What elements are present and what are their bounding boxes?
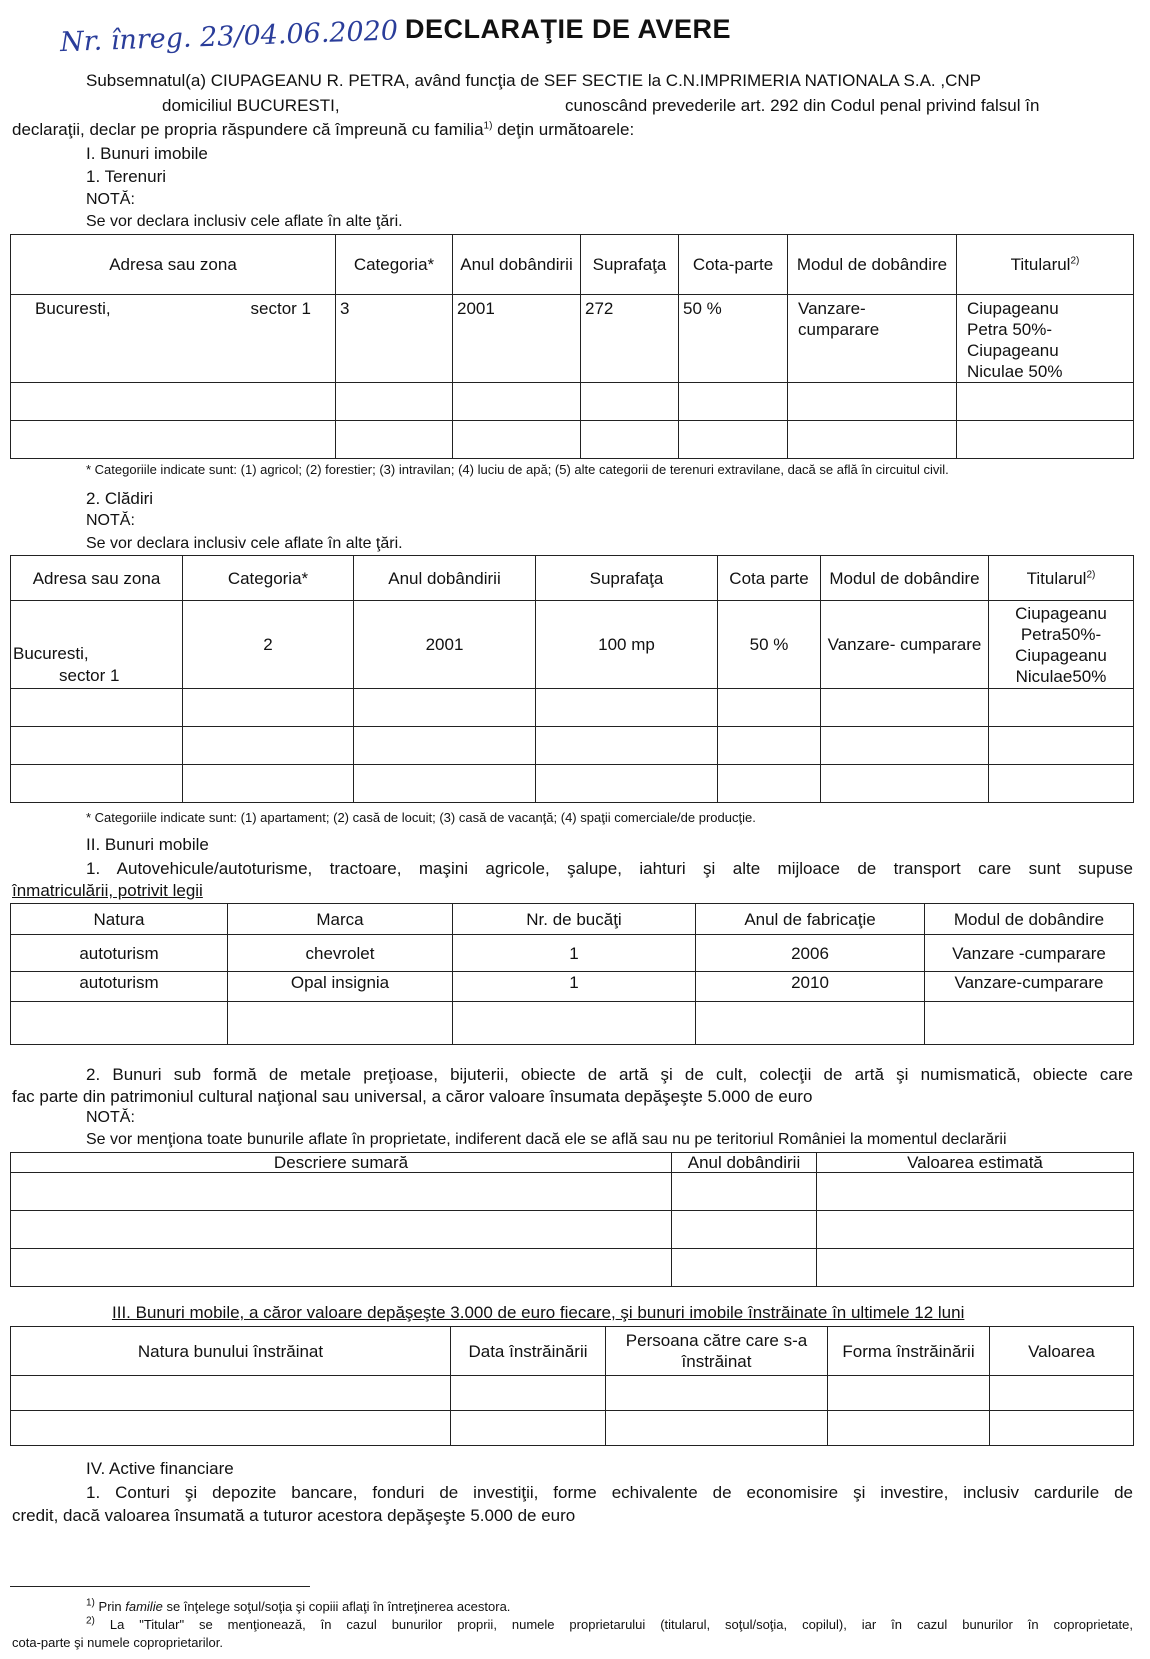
table-row: [11, 935, 1134, 972]
table-row: [11, 1249, 1134, 1287]
section-2-heading: II. Bunuri mobile: [86, 835, 209, 854]
col-categoria: Categoria*: [183, 556, 354, 601]
cell-nr: 1: [453, 972, 696, 1002]
section-3-heading: III. Bunuri mobile, a căror valoare depăşeşte 3.000 de euro fiecare, şi bunuri imobile înstrăinate în ultimele 12 luni: [112, 1303, 965, 1322]
cladiri-header-row: [11, 556, 1134, 601]
col-titular: Titularul$^{2)}$: [957, 235, 1134, 295]
valuables-heading-line-2: fac parte din patrimoniul cultural naţional sau universal, a căror valoare însumata depăşeşte 5.000 de euro: [12, 1087, 813, 1106]
col-modul: Modul de dobândire: [821, 556, 989, 601]
accounts-heading-line-2: credit, dacă valoarea însumată a tuturor acestora depăşeşte 5.000 de euro: [12, 1506, 576, 1525]
cladiri-table: [10, 555, 1134, 803]
col-modul: Modul de dobândire: [788, 235, 957, 295]
cell-cota: 50 %: [718, 601, 821, 689]
col-nr-bucati: Nr. de bucăţi: [453, 904, 696, 935]
table-row: [11, 1376, 1134, 1411]
vehicles-table: [10, 903, 1134, 1045]
table-row: [11, 295, 1134, 383]
cell-titular: Ciupageanu Petra50%- Ciupageanu Niculae50%: [989, 601, 1134, 689]
cell-anul: 2001: [354, 601, 536, 689]
cell-modul: Vanzare -cumparare: [925, 935, 1134, 972]
cell-modul: Vanzare-cumparare: [788, 295, 957, 383]
cell-modul: Vanzare-cumparare: [925, 972, 1134, 1002]
accounts-heading-line-1: 1. Conturi şi depozite bancare, fonduri de investiţii, forme echivalente de economisire şi investire, inclusiv cardurile de: [86, 1483, 1133, 1502]
table-row: [11, 1211, 1134, 1249]
cell-anul: 2010: [696, 972, 925, 1002]
col-categoria: Categoria*: [336, 235, 453, 295]
cell-suprafata: 272: [581, 295, 679, 383]
col-anul-fabricatie: Anul de fabricaţie: [696, 904, 925, 935]
col-suprafata: Suprafaţa: [581, 235, 679, 295]
footnote-separator: [10, 1586, 310, 1587]
table-row: [11, 727, 1134, 765]
col-cota: Cota parte: [718, 556, 821, 601]
valuables-nota-label: NOTĂ:: [86, 1109, 135, 1126]
cell-adresa: Bucuresti, sector 1: [11, 601, 183, 689]
cladiri-nota-label: NOTĂ:: [86, 512, 135, 529]
col-valoarea: Valoarea: [990, 1327, 1134, 1376]
col-modul-dobandire: Modul de dobândire: [925, 904, 1134, 935]
vehicles-heading-line-2: înmatriculării, potrivit legii: [12, 881, 203, 900]
valuables-table: [10, 1152, 1134, 1287]
table-row: [11, 765, 1134, 803]
table-row: [11, 1411, 1134, 1446]
valuables-nota-text: Se vor menţiona toate bunurile aflate în proprietate, indiferent dacă ele se află sau nu pe teritoriul României la momentul declarării: [86, 1131, 1007, 1148]
valuables-header-row: [11, 1153, 1134, 1173]
col-anul: Anul dobândirii: [672, 1153, 817, 1173]
terenuri-nota-label: NOTĂ:: [86, 191, 135, 208]
table-row: [11, 1173, 1134, 1211]
cell-natura: autoturism: [11, 972, 228, 1002]
col-adresa: Adresa sau zona: [11, 235, 336, 295]
col-suprafata: Suprafaţa: [536, 556, 718, 601]
cell-categoria: 2: [183, 601, 354, 689]
cell-anul: 2001: [453, 295, 581, 383]
cell-categoria: 3: [336, 295, 453, 383]
terenuri-table: [10, 234, 1134, 459]
col-natura: Natura: [11, 904, 228, 935]
valuables-heading-line-1: 2. Bunuri sub formă de metale preţioase, bijuterii, obiecte de artă şi de cult, colecţii de artă şi numismatică, obiecte care: [86, 1065, 1133, 1084]
cladiri-nota-text: Se vor declara inclusiv cele aflate în alte ţări.: [86, 535, 403, 552]
cladiri-category-footnote: * Categoriile indicate sunt: (1) apartament; (2) casă de locuit; (3) casă de vacanţă; (4) spaţii comerciale/de producţie.: [86, 810, 756, 825]
table-row: [11, 689, 1134, 727]
col-forma: Forma înstrăinării: [828, 1327, 990, 1376]
terenuri-header-row: [11, 235, 1134, 295]
col-cota: Cota-parte: [679, 235, 788, 295]
alienated-header-row: [11, 1327, 1134, 1376]
cell-modul: Vanzare- cumparare: [821, 601, 989, 689]
terenuri-nota-text: Se vor declara inclusiv cele aflate în alte ţări.: [86, 213, 403, 230]
col-natura-bunului: Natura bunului înstrăinat: [11, 1327, 451, 1376]
terenuri-heading: 1. Terenuri: [86, 167, 167, 186]
cell-cota: 50 %: [679, 295, 788, 383]
footnote-2-line-2: cota-parte şi numele coproprietarilor.: [12, 1635, 223, 1650]
col-data-instrainarii: Data înstrăinării: [451, 1327, 606, 1376]
table-row: [11, 972, 1134, 1002]
cell-marca: Opal insignia: [228, 972, 453, 1002]
intro-domicile: domiciliul BUCURESTI,: [162, 96, 340, 115]
alienated-assets-table: [10, 1326, 1134, 1446]
table-row: [11, 383, 1134, 421]
section-1-heading: I. Bunuri imobile: [86, 144, 208, 163]
section-4-heading: IV. Active financiare: [86, 1459, 234, 1478]
cell-titular: Ciupageanu Petra 50%- Ciupageanu Niculae 50%: [957, 295, 1134, 383]
col-anul: Anul dobândirii: [354, 556, 536, 601]
document-title: DECLARAŢIE DE AVERE: [405, 14, 732, 44]
cladiri-heading: 2. Clădiri: [86, 489, 154, 508]
cell-marca: chevrolet: [228, 935, 453, 972]
col-anul: Anul dobândirii: [453, 235, 581, 295]
col-persoana: Persoana către care s-a înstrăinat: [606, 1327, 828, 1376]
footnote-1: $^{1)}$ Prin familie se înţelege soţul/soţia şi copiii aflaţi în întreţinerea acestora.: [86, 1597, 511, 1614]
col-adresa: Adresa sau zona: [11, 556, 183, 601]
intro-penal-code: cunoscând prevederile art. 292 din Codul penal privind falsul în: [565, 96, 1040, 115]
col-marca: Marca: [228, 904, 453, 935]
terenuri-category-footnote: * Categoriile indicate sunt: (1) agricol; (2) forestier; (3) intravilan; (4) luciu de apă; (5) alte categorii de terenuri extravilane, dacă se află în circuitul civil.: [86, 462, 949, 477]
intro-line-3: declaraţii, declar pe propria răspundere că împreună cu familia$^{1)}$ deţin următoarele:: [12, 120, 635, 139]
col-valoarea: Valoarea estimată: [817, 1153, 1134, 1173]
col-descriere: Descriere sumară: [11, 1153, 672, 1173]
table-row: [11, 601, 1134, 689]
footnote-2-line-1: $^{2)}$ La "Titular" se menţionează, în cazul bunurilor proprii, numele proprietarului (titularul, soţul/soţia, copilul), iar în cazul bunurilor în coproprietate,: [86, 1615, 1133, 1632]
handwritten-registration-number: Nr. înreg. 23/04.06.2020: [59, 15, 399, 59]
vehicles-header-row: [11, 904, 1134, 935]
cell-nr: 1: [453, 935, 696, 972]
cell-suprafata: 100 mp: [536, 601, 718, 689]
intro-line-1: Subsemnatul(a) CIUPAGEANU R. PETRA, având funcţia de SEF SECTIE la C.N.IMPRIMERIA NATIONALA S.A. ,CNP: [86, 71, 981, 90]
vehicles-heading-line-1: 1. Autovehicule/autoturisme, tractoare, maşini agricole, şalupe, iahturi şi alte mijloace de transport care sunt supuse: [86, 859, 1133, 878]
cell-natura: autoturism: [11, 935, 228, 972]
table-row: [11, 1002, 1134, 1045]
table-row: [11, 421, 1134, 459]
col-titular: Titularul$^{2)}$: [989, 556, 1134, 601]
cell-adresa: Bucuresti, sector 1: [11, 295, 336, 383]
cell-anul: 2006: [696, 935, 925, 972]
